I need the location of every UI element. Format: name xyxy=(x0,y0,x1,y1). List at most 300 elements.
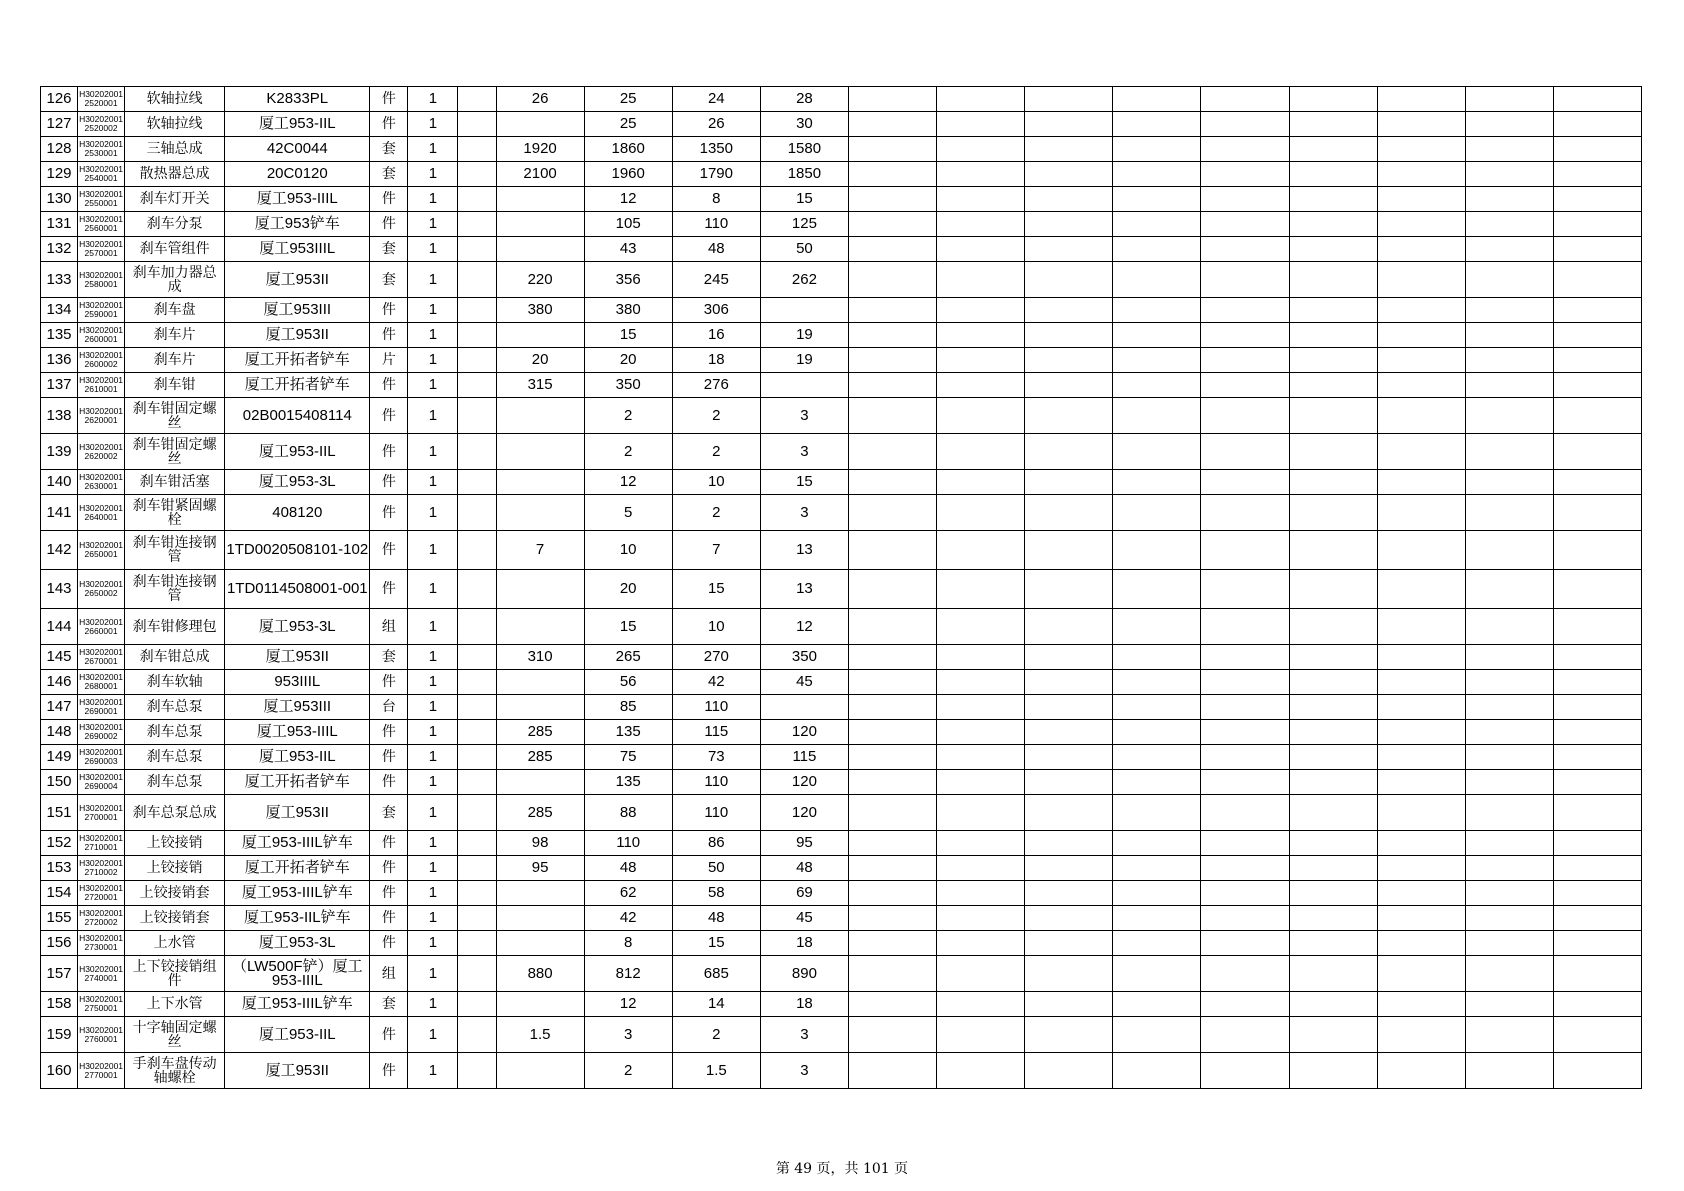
empty-cell xyxy=(1553,745,1641,770)
empty-cell xyxy=(1553,162,1641,187)
empty-cell xyxy=(937,323,1025,348)
price-col-2-cell xyxy=(496,470,584,495)
empty-cell xyxy=(1553,373,1641,398)
part-spec-cell: 厦工953IIIL xyxy=(225,237,370,262)
table-row xyxy=(41,956,1642,992)
price-col-3-cell: 25 xyxy=(584,87,672,112)
price-col-5-cell: 1850 xyxy=(760,162,848,187)
table-row xyxy=(41,495,1642,531)
price-col-2-cell: 880 xyxy=(496,956,584,992)
empty-cell xyxy=(937,670,1025,695)
empty-cell xyxy=(1201,831,1289,856)
unit-cell: 件 xyxy=(370,720,408,745)
price-col-2-cell: 95 xyxy=(496,856,584,881)
part-code-cell: H302020012650001 xyxy=(78,531,125,570)
price-col-1-cell xyxy=(458,137,496,162)
unit-cell: 套 xyxy=(370,795,408,831)
quantity-cell: 1 xyxy=(408,262,458,298)
unit-cell: 件 xyxy=(370,931,408,956)
price-col-2-cell xyxy=(496,112,584,137)
empty-cell xyxy=(1025,373,1113,398)
empty-cell xyxy=(1377,187,1465,212)
price-col-3-cell: 10 xyxy=(584,531,672,570)
price-col-2-cell xyxy=(496,212,584,237)
price-col-3-cell: 110 xyxy=(584,831,672,856)
empty-cell xyxy=(937,495,1025,531)
empty-cell xyxy=(1025,795,1113,831)
row-number-cell: 156 xyxy=(41,931,78,956)
empty-cell xyxy=(1025,323,1113,348)
part-name-cell: 上铰接销套 xyxy=(125,881,225,906)
price-col-1-cell xyxy=(458,795,496,831)
empty-cell xyxy=(1377,881,1465,906)
part-code-cell: H302020012710001 xyxy=(78,831,125,856)
empty-cell xyxy=(937,112,1025,137)
part-name-cell: 刹车加力器总成 xyxy=(125,262,225,298)
price-col-3-cell: 75 xyxy=(584,745,672,770)
price-col-3-cell: 12 xyxy=(584,992,672,1017)
empty-cell xyxy=(1377,956,1465,992)
price-col-4-cell: 276 xyxy=(672,373,760,398)
part-spec-cell: 1TD0114508001-001 xyxy=(225,570,370,609)
empty-cell xyxy=(1201,87,1289,112)
empty-cell xyxy=(1113,745,1201,770)
part-name-cell: 上水管 xyxy=(125,931,225,956)
empty-cell xyxy=(1377,931,1465,956)
empty-cell xyxy=(848,531,936,570)
empty-cell xyxy=(1377,770,1465,795)
empty-cell xyxy=(1201,434,1289,470)
empty-cell xyxy=(1465,931,1553,956)
empty-cell xyxy=(1465,323,1553,348)
unit-cell: 件 xyxy=(370,495,408,531)
row-number-cell: 160 xyxy=(41,1053,78,1089)
part-code-cell: H302020012610001 xyxy=(78,373,125,398)
empty-cell xyxy=(1113,1053,1201,1089)
price-col-4-cell: 48 xyxy=(672,237,760,262)
unit-cell: 套 xyxy=(370,992,408,1017)
price-col-4-cell: 110 xyxy=(672,770,760,795)
price-col-2-cell: 285 xyxy=(496,795,584,831)
table-row xyxy=(41,831,1642,856)
empty-cell xyxy=(1113,720,1201,745)
empty-cell xyxy=(1465,262,1553,298)
part-name-cell: 上铰接销套 xyxy=(125,906,225,931)
empty-cell xyxy=(1465,187,1553,212)
empty-cell xyxy=(937,906,1025,931)
price-col-3-cell: 265 xyxy=(584,645,672,670)
unit-cell: 件 xyxy=(370,856,408,881)
empty-cell xyxy=(937,298,1025,323)
empty-cell xyxy=(937,931,1025,956)
empty-cell xyxy=(1377,162,1465,187)
part-spec-cell: 厦工开拓者铲车 xyxy=(225,856,370,881)
price-col-1-cell xyxy=(458,298,496,323)
empty-cell xyxy=(1025,470,1113,495)
empty-cell xyxy=(1113,470,1201,495)
empty-cell xyxy=(1025,348,1113,373)
empty-cell xyxy=(1377,609,1465,645)
price-col-4-cell: 115 xyxy=(672,720,760,745)
empty-cell xyxy=(1289,856,1377,881)
table-row xyxy=(41,670,1642,695)
quantity-cell: 1 xyxy=(408,670,458,695)
empty-cell xyxy=(1289,531,1377,570)
empty-cell xyxy=(1289,931,1377,956)
price-col-2-cell: 310 xyxy=(496,645,584,670)
empty-cell xyxy=(1377,795,1465,831)
table-row xyxy=(41,795,1642,831)
quantity-cell: 1 xyxy=(408,323,458,348)
empty-cell xyxy=(1025,856,1113,881)
empty-cell xyxy=(937,187,1025,212)
price-col-4-cell: 270 xyxy=(672,645,760,670)
price-col-5-cell: 30 xyxy=(760,112,848,137)
unit-cell: 套 xyxy=(370,237,408,262)
row-number-cell: 144 xyxy=(41,609,78,645)
part-code-cell: H302020012690004 xyxy=(78,770,125,795)
part-code-cell: H302020012520001 xyxy=(78,87,125,112)
empty-cell xyxy=(1025,187,1113,212)
empty-cell xyxy=(1113,298,1201,323)
empty-cell xyxy=(1377,237,1465,262)
empty-cell xyxy=(1553,856,1641,881)
price-col-1-cell xyxy=(458,609,496,645)
empty-cell xyxy=(937,212,1025,237)
price-col-5-cell: 13 xyxy=(760,531,848,570)
empty-cell xyxy=(1025,495,1113,531)
price-col-4-cell: 110 xyxy=(672,212,760,237)
empty-cell xyxy=(1201,931,1289,956)
empty-cell xyxy=(1289,1053,1377,1089)
price-col-2-cell xyxy=(496,906,584,931)
price-col-5-cell: 3 xyxy=(760,398,848,434)
empty-cell xyxy=(1553,1053,1641,1089)
part-code-cell: H302020012640001 xyxy=(78,495,125,531)
empty-cell xyxy=(1113,531,1201,570)
empty-cell xyxy=(1113,695,1201,720)
part-code-cell: H302020012630001 xyxy=(78,470,125,495)
price-col-4-cell: 1.5 xyxy=(672,1053,760,1089)
empty-cell xyxy=(1025,434,1113,470)
price-col-4-cell: 58 xyxy=(672,881,760,906)
empty-cell xyxy=(848,137,936,162)
price-col-4-cell: 685 xyxy=(672,956,760,992)
part-name-cell: 刹车总泵 xyxy=(125,770,225,795)
empty-cell xyxy=(937,720,1025,745)
price-col-5-cell: 28 xyxy=(760,87,848,112)
empty-cell xyxy=(1465,1053,1553,1089)
quantity-cell: 1 xyxy=(408,570,458,609)
empty-cell xyxy=(1113,112,1201,137)
empty-cell xyxy=(1113,770,1201,795)
empty-cell xyxy=(1377,137,1465,162)
quantity-cell: 1 xyxy=(408,434,458,470)
empty-cell xyxy=(848,745,936,770)
empty-cell xyxy=(1465,609,1553,645)
price-col-5-cell: 69 xyxy=(760,881,848,906)
part-spec-cell: 厦工953铲车 xyxy=(225,212,370,237)
part-name-cell: 刹车钳 xyxy=(125,373,225,398)
part-code-cell: H302020012600002 xyxy=(78,348,125,373)
part-name-cell: 三轴总成 xyxy=(125,137,225,162)
price-col-5-cell: 13 xyxy=(760,570,848,609)
empty-cell xyxy=(1553,212,1641,237)
part-name-cell: 刹车总泵 xyxy=(125,745,225,770)
price-col-4-cell: 73 xyxy=(672,745,760,770)
empty-cell xyxy=(1465,956,1553,992)
row-number-cell: 142 xyxy=(41,531,78,570)
empty-cell xyxy=(1553,495,1641,531)
row-number-cell: 128 xyxy=(41,137,78,162)
row-number-cell: 133 xyxy=(41,262,78,298)
empty-cell xyxy=(937,1017,1025,1053)
part-spec-cell: 953IIIL xyxy=(225,670,370,695)
table-row xyxy=(41,531,1642,570)
unit-cell: 件 xyxy=(370,670,408,695)
empty-cell xyxy=(1289,187,1377,212)
empty-cell xyxy=(1201,137,1289,162)
row-number-cell: 158 xyxy=(41,992,78,1017)
empty-cell xyxy=(1025,137,1113,162)
empty-cell xyxy=(1289,881,1377,906)
price-col-1-cell xyxy=(458,531,496,570)
unit-cell: 件 xyxy=(370,531,408,570)
part-spec-cell: 厦工开拓者铲车 xyxy=(225,770,370,795)
empty-cell xyxy=(1377,434,1465,470)
part-code-cell: H302020012520002 xyxy=(78,112,125,137)
empty-cell xyxy=(1289,398,1377,434)
unit-cell: 套 xyxy=(370,645,408,670)
quantity-cell: 1 xyxy=(408,906,458,931)
empty-cell xyxy=(1289,495,1377,531)
part-name-cell: 刹车钳修理包 xyxy=(125,609,225,645)
part-code-cell: H302020012690002 xyxy=(78,720,125,745)
price-col-3-cell: 62 xyxy=(584,881,672,906)
empty-cell xyxy=(1289,373,1377,398)
empty-cell xyxy=(1025,87,1113,112)
price-col-4-cell: 10 xyxy=(672,470,760,495)
price-col-2-cell: 285 xyxy=(496,745,584,770)
unit-cell: 件 xyxy=(370,212,408,237)
empty-cell xyxy=(937,87,1025,112)
part-name-cell: 刹车管组件 xyxy=(125,237,225,262)
row-number-cell: 157 xyxy=(41,956,78,992)
unit-cell: 件 xyxy=(370,570,408,609)
empty-cell xyxy=(1289,956,1377,992)
part-spec-cell: 1TD0020508101-102 xyxy=(225,531,370,570)
part-spec-cell: 厦工953-3L xyxy=(225,470,370,495)
table-row xyxy=(41,645,1642,670)
unit-cell: 件 xyxy=(370,470,408,495)
empty-cell xyxy=(1113,956,1201,992)
price-col-4-cell: 26 xyxy=(672,112,760,137)
part-name-cell: 刹车钳总成 xyxy=(125,645,225,670)
price-col-4-cell: 16 xyxy=(672,323,760,348)
empty-cell xyxy=(1113,212,1201,237)
price-col-3-cell: 42 xyxy=(584,906,672,931)
price-col-2-cell xyxy=(496,1053,584,1089)
table-row xyxy=(41,298,1642,323)
unit-cell: 件 xyxy=(370,112,408,137)
price-col-4-cell: 10 xyxy=(672,609,760,645)
price-col-2-cell xyxy=(496,434,584,470)
row-number-cell: 141 xyxy=(41,495,78,531)
empty-cell xyxy=(1377,495,1465,531)
table-row xyxy=(41,373,1642,398)
price-col-3-cell: 2 xyxy=(584,1053,672,1089)
table-row xyxy=(41,137,1642,162)
quantity-cell: 1 xyxy=(408,237,458,262)
price-col-2-cell: 20 xyxy=(496,348,584,373)
empty-cell xyxy=(1113,609,1201,645)
price-col-3-cell: 25 xyxy=(584,112,672,137)
part-name-cell: 散热器总成 xyxy=(125,162,225,187)
price-col-1-cell xyxy=(458,831,496,856)
empty-cell xyxy=(1201,570,1289,609)
empty-cell xyxy=(1553,137,1641,162)
table-row xyxy=(41,237,1642,262)
empty-cell xyxy=(1201,398,1289,434)
empty-cell xyxy=(937,992,1025,1017)
part-code-cell: H302020012620002 xyxy=(78,434,125,470)
empty-cell xyxy=(848,112,936,137)
part-name-cell: 刹车钳紧固螺栓 xyxy=(125,495,225,531)
parts-price-table xyxy=(40,86,1642,1089)
empty-cell xyxy=(1377,112,1465,137)
part-spec-cell: 厦工953-IIIL铲车 xyxy=(225,992,370,1017)
empty-cell xyxy=(1553,434,1641,470)
empty-cell xyxy=(1377,906,1465,931)
table-row xyxy=(41,931,1642,956)
part-code-cell: H302020012530001 xyxy=(78,137,125,162)
part-code-cell: H302020012750001 xyxy=(78,992,125,1017)
price-col-2-cell: 1.5 xyxy=(496,1017,584,1053)
part-spec-cell: 20C0120 xyxy=(225,162,370,187)
unit-cell: 件 xyxy=(370,323,408,348)
empty-cell xyxy=(937,856,1025,881)
empty-cell xyxy=(1289,162,1377,187)
empty-cell xyxy=(937,1053,1025,1089)
part-name-cell: 上下铰接销组件 xyxy=(125,956,225,992)
price-col-4-cell: 48 xyxy=(672,906,760,931)
empty-cell xyxy=(1113,795,1201,831)
price-col-5-cell: 120 xyxy=(760,770,848,795)
price-col-5-cell xyxy=(760,298,848,323)
price-col-2-cell xyxy=(496,398,584,434)
table-row xyxy=(41,470,1642,495)
price-col-4-cell: 24 xyxy=(672,87,760,112)
price-col-1-cell xyxy=(458,187,496,212)
row-number-cell: 137 xyxy=(41,373,78,398)
row-number-cell: 131 xyxy=(41,212,78,237)
empty-cell xyxy=(1025,162,1113,187)
empty-cell xyxy=(1377,745,1465,770)
price-col-4-cell: 42 xyxy=(672,670,760,695)
empty-cell xyxy=(848,695,936,720)
empty-cell xyxy=(1025,906,1113,931)
empty-cell xyxy=(1553,992,1641,1017)
empty-cell xyxy=(1025,831,1113,856)
unit-cell: 件 xyxy=(370,1053,408,1089)
part-name-cell: 软轴拉线 xyxy=(125,112,225,137)
price-col-2-cell xyxy=(496,609,584,645)
part-code-cell: H302020012570001 xyxy=(78,237,125,262)
price-col-2-cell xyxy=(496,881,584,906)
row-number-cell: 126 xyxy=(41,87,78,112)
empty-cell xyxy=(1553,906,1641,931)
empty-cell xyxy=(1113,434,1201,470)
part-name-cell: 刹车分泵 xyxy=(125,212,225,237)
price-col-3-cell: 20 xyxy=(584,570,672,609)
empty-cell xyxy=(1025,720,1113,745)
quantity-cell: 1 xyxy=(408,298,458,323)
empty-cell xyxy=(1025,956,1113,992)
empty-cell xyxy=(1025,745,1113,770)
table-row xyxy=(41,187,1642,212)
part-spec-cell: 厦工953-IIIL xyxy=(225,720,370,745)
price-col-1-cell xyxy=(458,670,496,695)
empty-cell xyxy=(1377,720,1465,745)
empty-cell xyxy=(848,570,936,609)
empty-cell xyxy=(1465,570,1553,609)
empty-cell xyxy=(1465,795,1553,831)
empty-cell xyxy=(848,495,936,531)
unit-cell: 套 xyxy=(370,137,408,162)
row-number-cell: 154 xyxy=(41,881,78,906)
empty-cell xyxy=(848,609,936,645)
empty-cell xyxy=(1465,470,1553,495)
quantity-cell: 1 xyxy=(408,531,458,570)
quantity-cell: 1 xyxy=(408,1017,458,1053)
price-col-1-cell xyxy=(458,398,496,434)
empty-cell xyxy=(1377,298,1465,323)
price-col-5-cell: 3 xyxy=(760,1017,848,1053)
price-col-1-cell xyxy=(458,770,496,795)
price-col-3-cell: 135 xyxy=(584,770,672,795)
price-col-2-cell xyxy=(496,323,584,348)
part-code-cell: H302020012690001 xyxy=(78,695,125,720)
part-name-cell: 刹车钳固定螺丝 xyxy=(125,398,225,434)
empty-cell xyxy=(1201,906,1289,931)
table-row xyxy=(41,570,1642,609)
quantity-cell: 1 xyxy=(408,992,458,1017)
empty-cell xyxy=(1465,1017,1553,1053)
part-spec-cell: K2833PL xyxy=(225,87,370,112)
price-col-1-cell xyxy=(458,87,496,112)
empty-cell xyxy=(1113,398,1201,434)
price-col-5-cell: 1580 xyxy=(760,137,848,162)
row-number-cell: 159 xyxy=(41,1017,78,1053)
price-col-1-cell xyxy=(458,237,496,262)
empty-cell xyxy=(1289,237,1377,262)
part-name-cell: 刹车钳活塞 xyxy=(125,470,225,495)
price-col-2-cell xyxy=(496,770,584,795)
empty-cell xyxy=(1553,1017,1641,1053)
empty-cell xyxy=(1465,212,1553,237)
row-number-cell: 127 xyxy=(41,112,78,137)
price-col-1-cell xyxy=(458,906,496,931)
row-number-cell: 147 xyxy=(41,695,78,720)
empty-cell xyxy=(1025,531,1113,570)
part-name-cell: 刹车总泵 xyxy=(125,720,225,745)
empty-cell xyxy=(1289,695,1377,720)
empty-cell xyxy=(1553,323,1641,348)
price-col-4-cell: 15 xyxy=(672,570,760,609)
empty-cell xyxy=(1201,323,1289,348)
empty-cell xyxy=(1201,348,1289,373)
empty-cell xyxy=(1289,831,1377,856)
